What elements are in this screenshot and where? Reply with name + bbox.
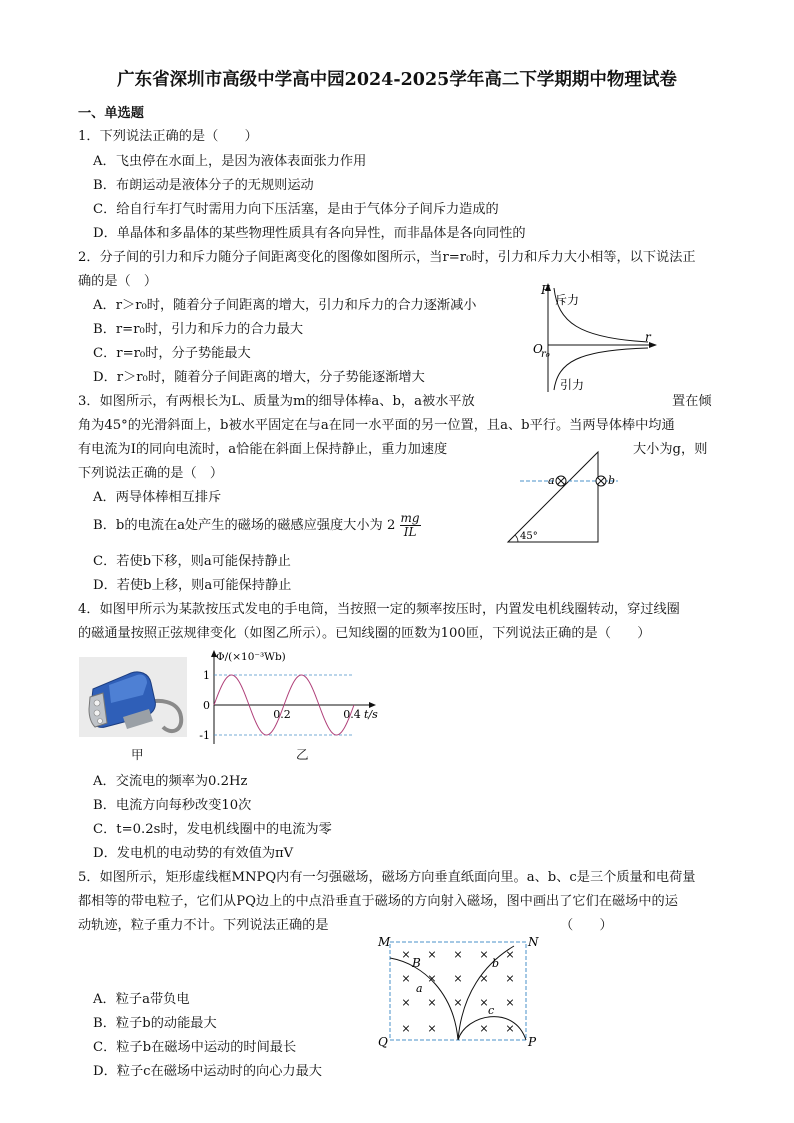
q1-option-c: C．给自行车打气时需用力向下压活塞，是由于气体分子间斥力造成的	[93, 202, 499, 217]
field-cross-mark: ×	[427, 996, 437, 1009]
field-cross-mark: ×	[453, 948, 463, 961]
q2-option-c: C．r=r₀时，分子势能最大	[93, 346, 251, 361]
q2-option-b: B．r=r₀时，引力和斥力的合力最大	[93, 322, 304, 337]
field-cross-mark: ×	[427, 1022, 437, 1035]
flux-chart	[196, 648, 386, 748]
x-axis-title: t/s	[364, 708, 378, 721]
track-b-label: b	[492, 957, 500, 970]
r0-label: r₀	[541, 349, 550, 360]
field-cross-mark: ×	[479, 1022, 489, 1035]
y-tick-label: 0	[203, 699, 210, 712]
field-cross-mark: ×	[505, 996, 515, 1009]
x-tick-label: 0.2	[273, 708, 291, 721]
question-4-stem: 4．如图甲所示为某款按压式发电的手电筒，当按照一定的频率按压时，内置发电机线圈转动，穿过线圈	[78, 602, 680, 617]
field-cross-mark: ×	[401, 1022, 411, 1035]
field-b-label: B	[412, 956, 421, 970]
origin-label: O	[533, 342, 543, 356]
field-cross-mark: ×	[505, 972, 515, 985]
question-3-stem-cont3: 大小为g，则	[633, 442, 708, 457]
question-3-stem-cont2: 有电流为I的同向电流时，a恰能在斜面上保持静止，重力加速度	[78, 442, 448, 457]
question-5-stem-cont: 都相等的带电粒子，它们从PQ边上的中点沿垂直于磁场的方向射入磁场，图中画出了它们在磁场中的运	[78, 894, 678, 909]
figure-yi-label: 乙	[296, 747, 309, 762]
molecular-force-figure	[528, 282, 658, 394]
q3-option-b-coef: 2	[386, 518, 396, 533]
question-3-stem: 3．如图所示，有两根长为L、质量为m的细导体棒a、b，a被水平放	[78, 394, 475, 409]
field-cross-mark: ×	[505, 948, 515, 961]
q3-option-a: A．两导体棒相互排斥	[93, 490, 222, 505]
q1-option-b: B．布朗运动是液体分子的无规则运动	[93, 178, 314, 193]
repulsion-label: 斥力	[555, 293, 580, 307]
question-4-stem-cont: 的磁通量按照正弦规律变化（如图乙所示）。已知线圈的匝数为100匝，下列说法正确的是（ ）	[78, 626, 651, 641]
field-cross-mark: ×	[427, 972, 437, 985]
fraction-numerator: mg	[400, 511, 420, 525]
q2-option-d: D．r＞r₀时，随着分子间距离的增大，分子势能逐渐增大	[93, 370, 425, 385]
question-1-stem: 1．下列说法正确的是（ ）	[78, 129, 258, 144]
force-axis-label: F	[541, 283, 550, 297]
field-cross-mark: ×	[401, 972, 411, 985]
corner-n-label: N	[528, 935, 539, 949]
field-cross-mark: ×	[479, 996, 489, 1009]
field-cross-mark: ×	[453, 972, 463, 985]
field-cross-mark: ×	[401, 996, 411, 1009]
question-3-stem-cont4: 下列说法正确的是（ ）	[78, 466, 224, 481]
attraction-label: 引力	[560, 378, 585, 392]
r-axis-label: r	[645, 330, 651, 344]
figure-jia-label: 甲	[131, 747, 144, 762]
q4-option-c: C．t=0.2s时，发电机线圈中的电流为零	[93, 822, 332, 837]
field-cross-mark: ×	[453, 996, 463, 1009]
q5-option-a: A．粒子a带负电	[93, 992, 190, 1007]
y-axis-title: Φ/(×10⁻³Wb)	[216, 651, 286, 663]
question-3-stem-part: 置在倾	[672, 394, 712, 409]
field-cross-mark: ×	[505, 1022, 515, 1035]
corner-q-label: Q	[378, 1035, 388, 1049]
q5-option-b: B．粒子b的动能最大	[93, 1016, 217, 1031]
q1-option-a: A．飞虫停在水面上，是因为液体表面张力作用	[93, 154, 367, 169]
magnetic-field-figure	[374, 934, 544, 1050]
q3-option-b-text: B．b的电流在a处产生的磁场的磁感应强度大小为	[93, 518, 383, 533]
q5-option-c: C．粒子b在磁场中运动的时间最长	[93, 1040, 297, 1055]
rod-b-label: b	[608, 474, 616, 487]
q2-option-a: A．r＞r₀时，随着分子间距离的增大，引力和斥力的合力逐渐减小	[93, 298, 477, 313]
question-2-stem-cont: 确的是（ ）	[78, 274, 158, 289]
track-c-label: c	[488, 1004, 495, 1017]
y-tick-label: 1	[203, 669, 210, 682]
q4-option-a: A．交流电的频率为0.2Hz	[93, 774, 248, 789]
incline-figure	[505, 450, 625, 545]
x-tick-label: 0.4	[343, 708, 361, 721]
q1-option-d: D．单晶体和多晶体的某些物理性质具有各向异性，而非晶体是各向同性的	[93, 226, 526, 241]
page-title: 广东省深圳市高级中学高中园2024-2025学年高二下学期期中物理试卷	[117, 70, 677, 90]
flashlight-image	[79, 657, 187, 737]
track-a-label: a	[416, 982, 423, 995]
rod-a-label: a	[548, 474, 555, 487]
q3-option-c: C．若使b下移，则a可能保持静止	[93, 554, 291, 569]
q3-option-b-fraction	[400, 512, 421, 539]
angle-label: 45°	[520, 531, 538, 542]
question-5-stem-cont2: 动轨迹，粒子重力不计。下列说法正确的是	[78, 918, 329, 933]
corner-p-label: P	[528, 1035, 537, 1049]
fraction-denominator: IL	[403, 525, 417, 539]
q5-option-d: D．粒子c在磁场中运动时的向心力最大	[93, 1064, 322, 1079]
q4-option-b: B．电流方向每秒改变10次	[93, 798, 252, 813]
question-5-stem: 5．如图所示，矩形虚线框MNPQ内有一匀强磁场，磁场方向垂直纸面向里。a、b、c是三个质量和电荷量	[78, 870, 696, 885]
q3-option-d: D．若使b上移，则a可能保持静止	[93, 578, 292, 593]
field-cross-mark: ×	[427, 948, 437, 961]
corner-m-label: M	[378, 935, 391, 949]
y-tick-label: -1	[199, 729, 210, 742]
field-cross-mark: ×	[479, 948, 489, 961]
question-2-stem: 2．分子间的引力和斥力随分子间距离变化的图像如图所示，当r=r₀时，引力和斥力大小相等，以下说法正	[78, 250, 696, 265]
section-heading: 一、单选题	[78, 106, 144, 121]
q4-option-d: D．发电机的电动势的有效值为πV	[93, 846, 294, 861]
field-cross-mark: ×	[401, 948, 411, 961]
question-3-stem-cont: 角为45°的光滑斜面上，b被水平固定在与a在同一水平面的另一位置，且a、b平行。当两导体棒中均通	[78, 418, 675, 433]
field-cross-mark: ×	[479, 972, 489, 985]
question-5-stem-paren: （ ）	[560, 918, 613, 933]
q3-option-b	[93, 512, 421, 539]
